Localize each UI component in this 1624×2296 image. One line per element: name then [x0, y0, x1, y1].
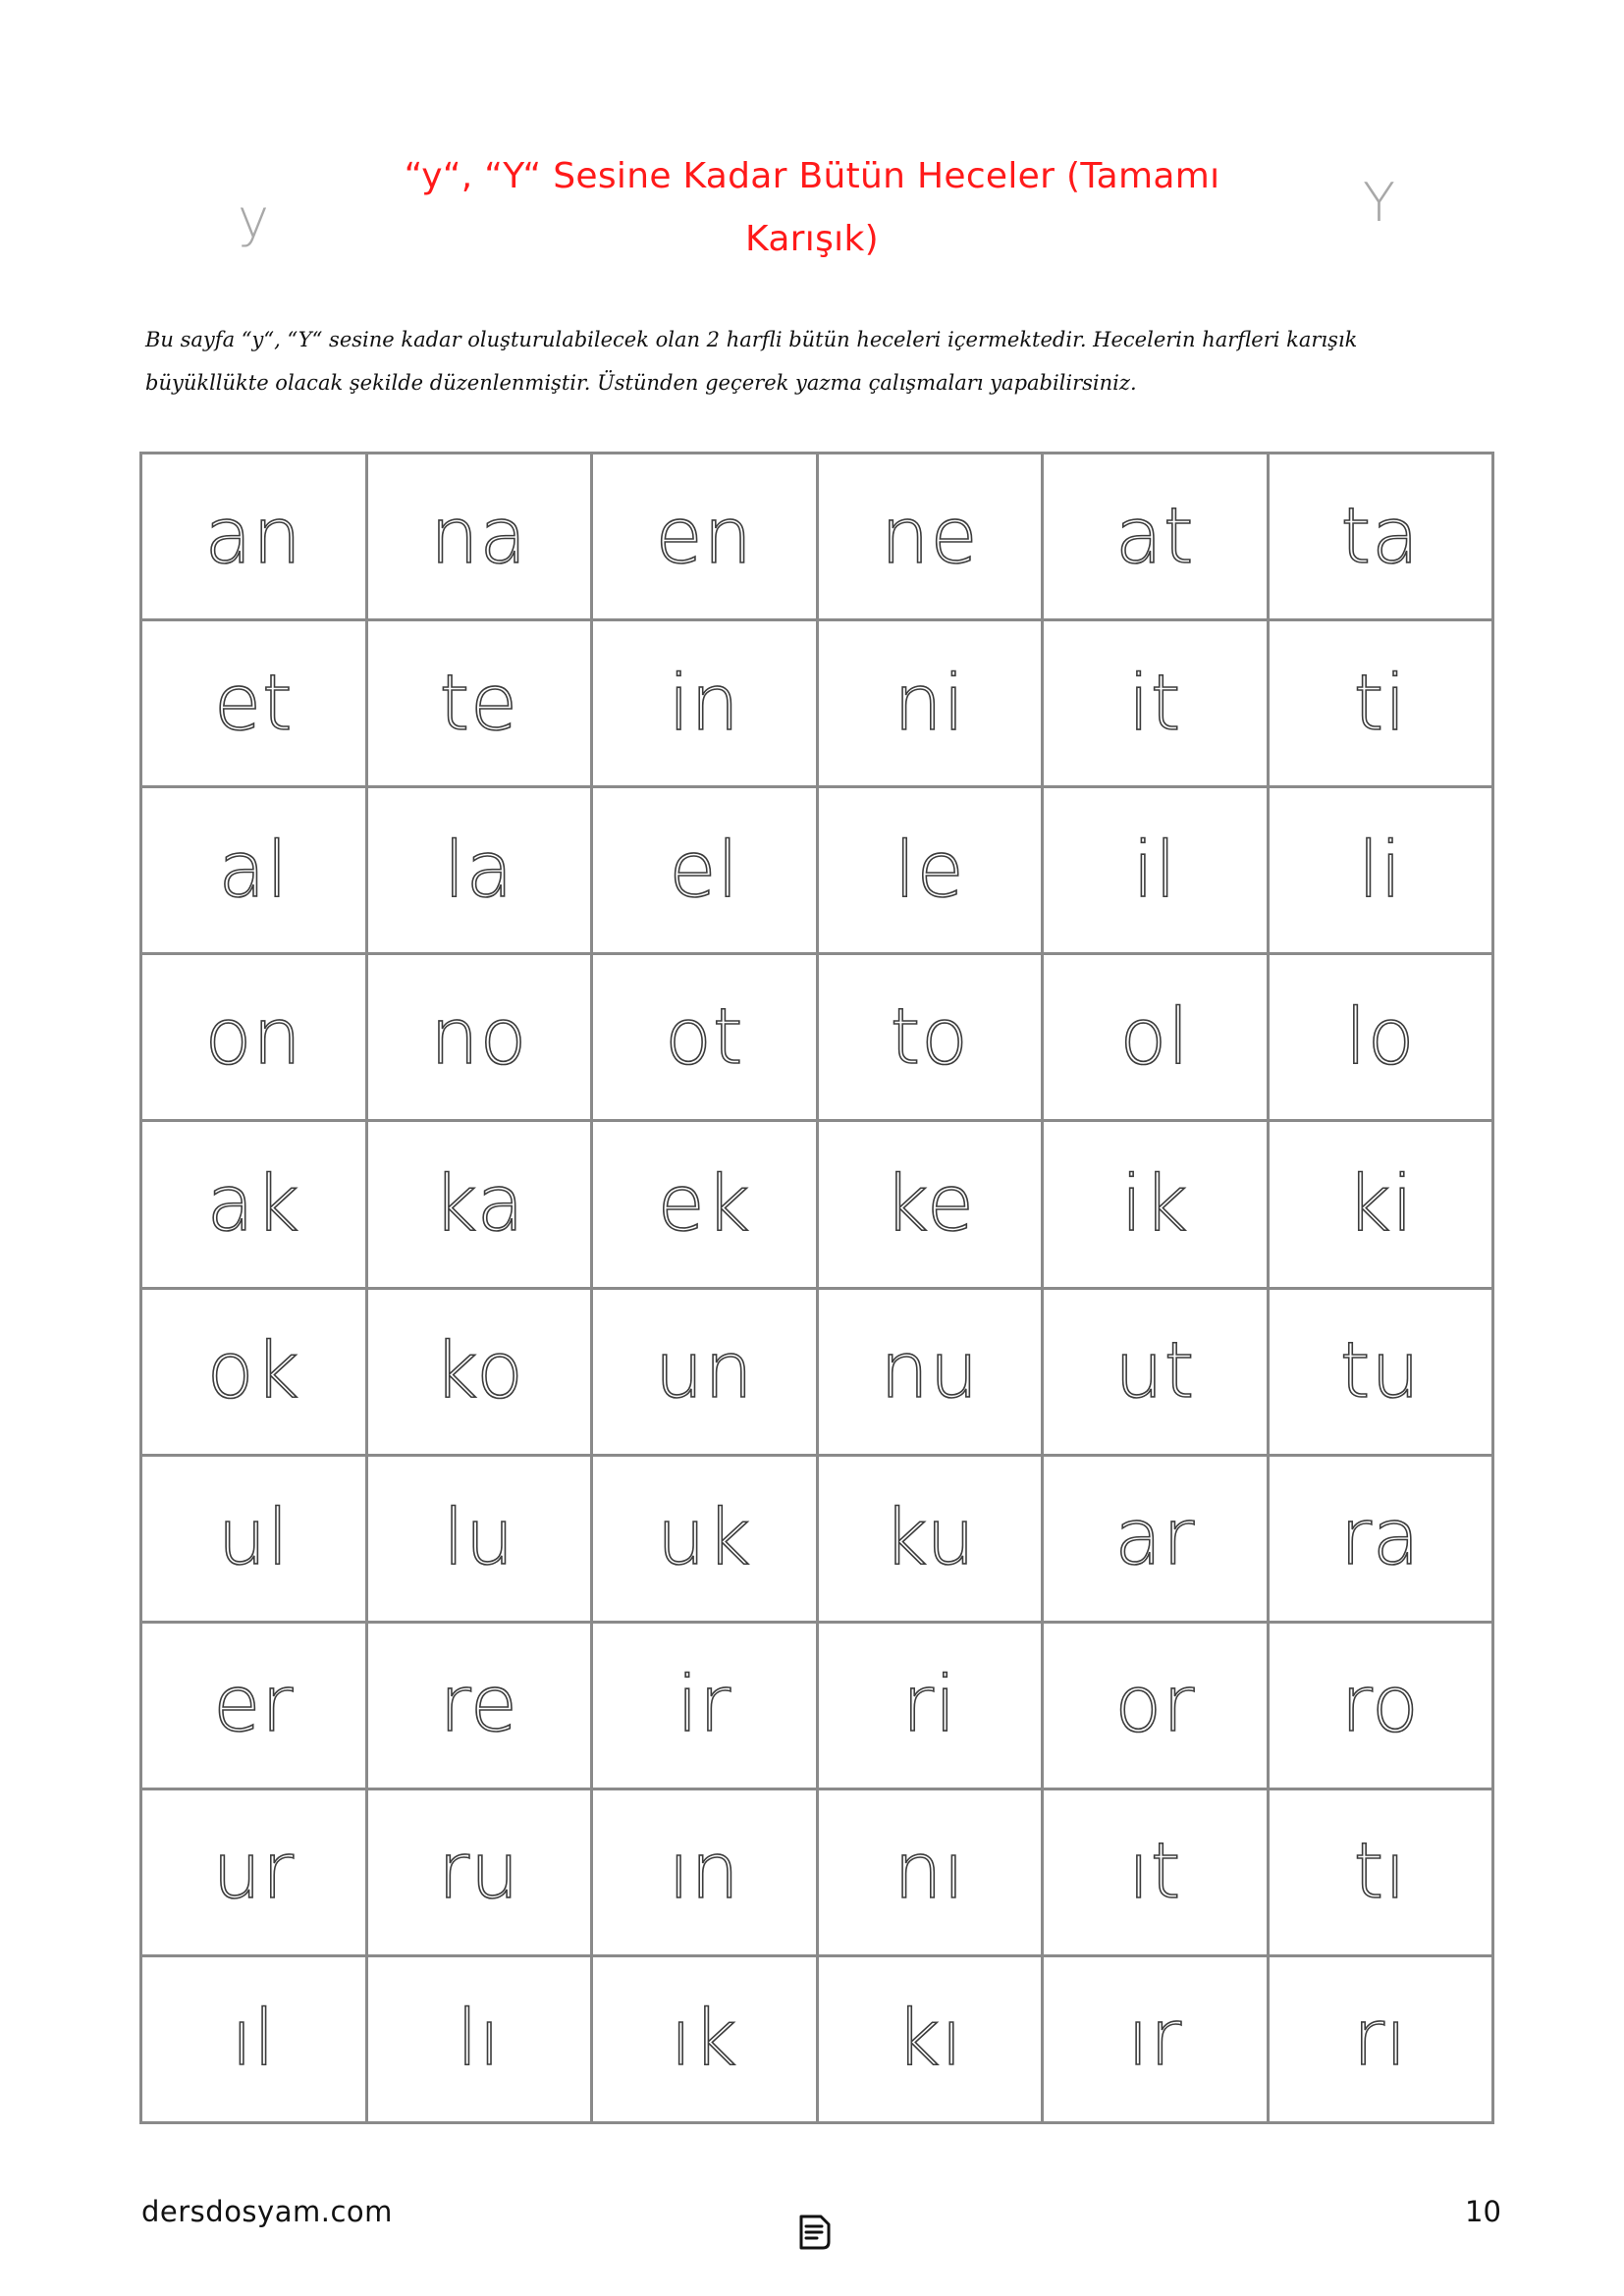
syllable-text: ıl [231, 1995, 276, 2084]
syllable-cell [1044, 1790, 1270, 1957]
syllable-text: ki [1346, 1159, 1415, 1249]
syllable-text: ık [670, 1995, 738, 2084]
syllable-text: lo [1345, 992, 1416, 1082]
syllable-text: ir [677, 1661, 732, 1750]
syllable-text: ti [1353, 659, 1407, 748]
syllable-cell [1044, 454, 1270, 621]
syllable-cell [142, 1624, 368, 1790]
syllable-text: ar [1114, 1494, 1196, 1583]
syllable-text: at [1115, 492, 1195, 581]
syllable-cell [1044, 1957, 1270, 2124]
syllable-cell [1270, 1290, 1495, 1457]
syllable-text: ka [432, 1159, 525, 1249]
page-number: 10 [1465, 2195, 1501, 2228]
syllable-text: la [444, 826, 514, 915]
syllable-text: ik [1120, 1159, 1189, 1249]
syllable-cell [593, 1122, 819, 1289]
syllable-cell [593, 1624, 819, 1790]
syllable-cell [1044, 1122, 1270, 1289]
syllable-cell [1270, 1790, 1495, 1957]
syllable-text: en [655, 492, 753, 581]
document-lines-icon [793, 2211, 837, 2254]
syllable-cell [142, 1122, 368, 1289]
syllable-cell [368, 1790, 594, 1957]
syllable-cell [1044, 955, 1270, 1122]
syllable-text: nı [893, 1828, 966, 1917]
syllable-text: ır [1127, 1995, 1183, 2084]
syllable-text: ut [1114, 1327, 1196, 1416]
syllable-grid [139, 452, 1494, 2124]
syllable-text: ru [437, 1828, 520, 1917]
syllable-cell [1044, 621, 1270, 788]
syllable-cell [1270, 1122, 1495, 1289]
syllable-text: ok [206, 1327, 300, 1416]
syllable-text: na [430, 492, 528, 581]
syllable-cell [1270, 1457, 1495, 1624]
syllable-text: kı [895, 1995, 964, 2084]
syllable-cell [819, 1122, 1045, 1289]
syllable-cell [819, 788, 1045, 955]
syllable-text: no [430, 992, 528, 1082]
syllable-cell [142, 1290, 368, 1457]
syllable-cell [368, 955, 594, 1122]
syllable-text: il [1132, 826, 1177, 915]
syllable-cell [368, 1624, 594, 1790]
syllable-text: an [204, 492, 302, 581]
syllable-text: tu [1339, 1327, 1421, 1416]
syllable-text: te [439, 659, 519, 748]
syllable-text: ko [433, 1327, 524, 1416]
syllable-cell [142, 454, 368, 621]
syllable-text: li [1358, 826, 1403, 915]
syllable-text: ak [206, 1159, 300, 1249]
syllable-text: ek [657, 1159, 751, 1249]
syllable-cell [819, 955, 1045, 1122]
syllable-cell [142, 788, 368, 955]
syllable-cell [142, 1957, 368, 2124]
syllable-cell [819, 1957, 1045, 2124]
syllable-cell [593, 955, 819, 1122]
syllable-text: ri [901, 1661, 957, 1750]
syllable-cell [819, 1290, 1045, 1457]
syllable-cell [1044, 1457, 1270, 1624]
syllable-text: uk [656, 1494, 752, 1583]
syllable-cell [819, 1790, 1045, 1957]
syllable-cell [593, 1957, 819, 2124]
syllable-text: rı [1352, 1995, 1408, 2084]
syllable-cell [1270, 788, 1495, 955]
syllable-text: lu [443, 1494, 515, 1583]
syllable-text: ni [893, 659, 966, 748]
syllable-text: to [890, 992, 969, 1082]
syllable-cell [819, 454, 1045, 621]
syllable-cell [368, 454, 594, 621]
syllable-cell [593, 621, 819, 788]
syllable-text: ta [1340, 492, 1420, 581]
syllable-text: or [1114, 1661, 1196, 1750]
syllable-cell [142, 1790, 368, 1957]
syllable-cell [819, 1624, 1045, 1790]
syllable-cell [1270, 955, 1495, 1122]
page-title: “y“, “Y“ Sesine Kadar Bütün Heceler (Tamamı Karışık) [404, 156, 1220, 259]
syllable-cell [1044, 788, 1270, 955]
syllable-cell [593, 788, 819, 955]
syllable-cell [368, 1290, 594, 1457]
syllable-text: er [213, 1661, 295, 1750]
syllable-text: tı [1353, 1828, 1407, 1917]
syllable-text: ın [668, 1828, 740, 1917]
syllable-cell [142, 621, 368, 788]
syllable-cell [1044, 1624, 1270, 1790]
syllable-cell [368, 621, 594, 788]
syllable-cell [142, 1457, 368, 1624]
syllable-text: ku [883, 1494, 976, 1583]
syllable-cell [368, 1957, 594, 2124]
intro-paragraph: Bu sayfa “y“, “Y“ sesine kadar oluşturulabilecek olan 2 harfli bütün heceleri içermektedir. Hecelerin harfleri karışık büyükllükte olacak şekilde düzenlenmiştir. Üstünden geçerek yazma çalışmaları yapabilirsiniz. [145, 328, 1358, 395]
syllable-text: ra [1339, 1494, 1421, 1583]
tracing-letter-uppercase: Y [1363, 172, 1395, 234]
syllable-text: ne [881, 492, 979, 581]
syllable-text: ul [217, 1494, 290, 1583]
syllable-cell [593, 1457, 819, 1624]
syllable-text: ro [1340, 1661, 1420, 1750]
syllable-text: al [218, 826, 289, 915]
syllable-cell [593, 454, 819, 621]
syllable-text: ur [212, 1828, 295, 1917]
syllable-cell [1270, 454, 1495, 621]
syllable-cell [368, 788, 594, 955]
syllable-text: on [204, 992, 302, 1082]
syllable-cell [819, 621, 1045, 788]
syllable-cell [819, 1457, 1045, 1624]
syllable-text: un [654, 1327, 754, 1416]
syllable-cell [1270, 1957, 1495, 2124]
syllable-cell [368, 1457, 594, 1624]
syllable-cell [593, 1790, 819, 1957]
syllable-text: re [439, 1661, 518, 1750]
footer-site-name: dersdosyam.com [141, 2195, 393, 2228]
syllable-text: in [668, 659, 740, 748]
syllable-text: ol [1119, 992, 1190, 1082]
syllable-cell [142, 955, 368, 1122]
syllable-text: nu [880, 1327, 980, 1416]
syllable-text: it [1128, 659, 1182, 748]
syllable-cell [1270, 1624, 1495, 1790]
syllable-text: ot [665, 992, 744, 1082]
syllable-text: lı [457, 1995, 502, 2084]
syllable-text: ıt [1128, 1828, 1182, 1917]
syllable-text: et [213, 659, 294, 748]
syllable-cell [1270, 621, 1495, 788]
tracing-letter-lowercase: y [238, 187, 269, 249]
syllable-cell [1044, 1290, 1270, 1457]
syllable-cell [593, 1290, 819, 1457]
syllable-cell [368, 1122, 594, 1289]
syllable-text: le [893, 826, 965, 915]
syllable-text: ke [884, 1159, 975, 1249]
syllable-text: el [669, 826, 740, 915]
